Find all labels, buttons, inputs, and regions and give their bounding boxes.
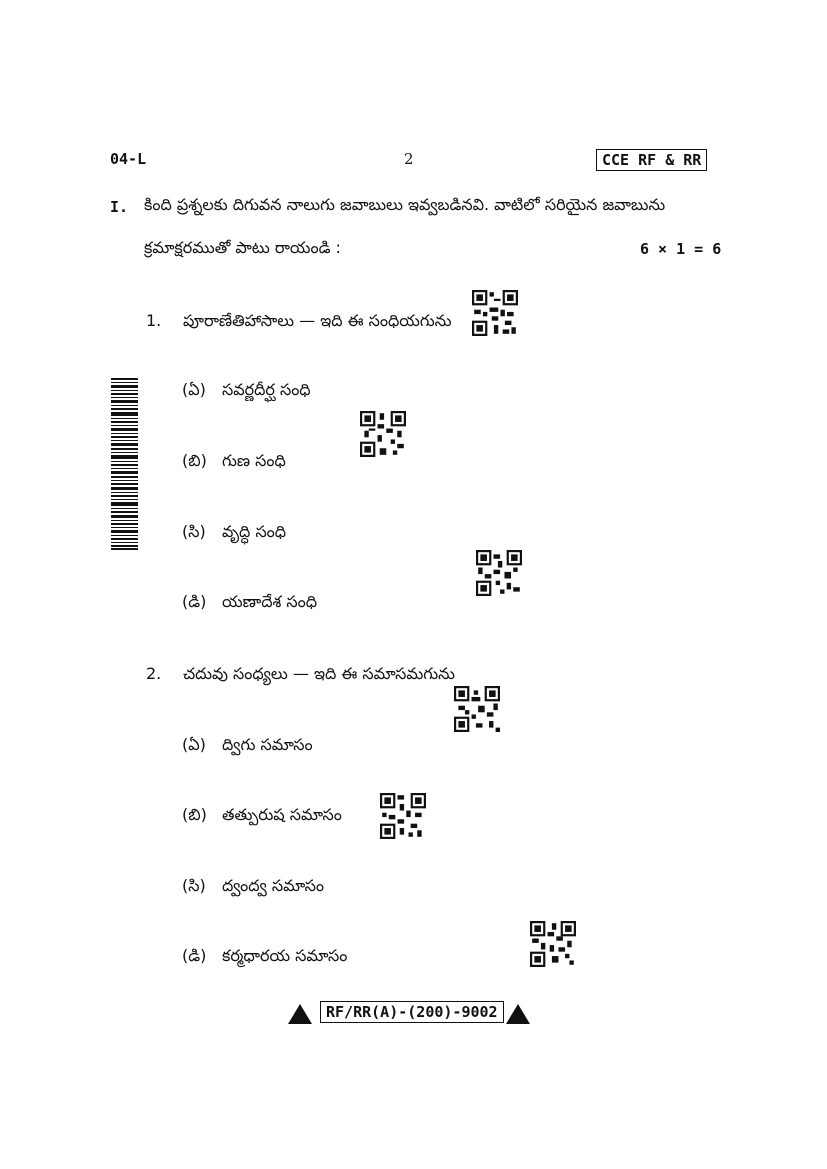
footer-paper-code: RF/RR(A)-(200)-9002 [320,1001,504,1023]
question-2-text: చదువు సంధ్యలు — ఇది ఈ సమాసమగును [183,664,455,683]
paper-code-left: 04-L [110,150,147,168]
triangle-right-icon [506,1004,530,1024]
instruction-line-1: కింది ప్రశ్నలకు దిగువన నాలుగు జవాబులు ఇవ్వబడినవి. వాటిలో సరియైన జవాబును [144,195,666,214]
qr-code-icon [476,550,522,596]
page-number: 2 [404,150,414,168]
q1-option-b-letter: (బి) [182,451,207,470]
q1-option-a-letter: (ఏ) [182,380,206,399]
question-1-number: 1. [146,311,162,330]
q2-option-b-text: తత్పురుష సమాసం [222,805,342,824]
barcode-icon [111,378,138,550]
qr-code-icon [380,793,426,839]
q1-option-c-letter: (సి) [182,522,206,541]
triangle-left-icon [288,1004,312,1024]
q2-option-a-text: ద్విగు సమాసం [222,735,313,754]
question-1-text: పూరాణేతిహాసాలు — ఇది ఈ సంధియగును [183,311,452,330]
instruction-line-2: క్రమాక్షరముతో పాటు రాయండి : [144,238,341,257]
qr-code-icon [472,290,518,336]
q2-option-b-letter: (బి) [182,805,207,824]
qr-code-icon [360,411,406,457]
section-roman-numeral: I. [110,198,129,216]
paper-code-right: CCE RF & RR [596,149,707,171]
q1-option-d-letter: (డి) [182,592,207,611]
q2-option-d-text: కర్మధారయ సమాసం [222,946,348,965]
qr-code-icon [530,921,576,967]
q1-option-a-text: సవర్ణదీర్ఘ సంధి [222,380,311,399]
q1-option-d-text: యణాదేశ సంధి [222,592,318,611]
qr-code-icon [454,686,500,732]
q2-option-d-letter: (డి) [182,946,207,965]
q2-option-c-letter: (సి) [182,876,206,895]
q1-option-b-text: గుణ సంధి [222,451,286,470]
q1-option-c-text: వృద్ధి సంధి [222,522,287,541]
marks-allocation: 6 × 1 = 6 [640,240,722,258]
question-2-number: 2. [146,664,162,683]
q2-option-c-text: ద్వంద్వ సమాసం [222,876,325,895]
q2-option-a-letter: (ఏ) [182,735,206,754]
